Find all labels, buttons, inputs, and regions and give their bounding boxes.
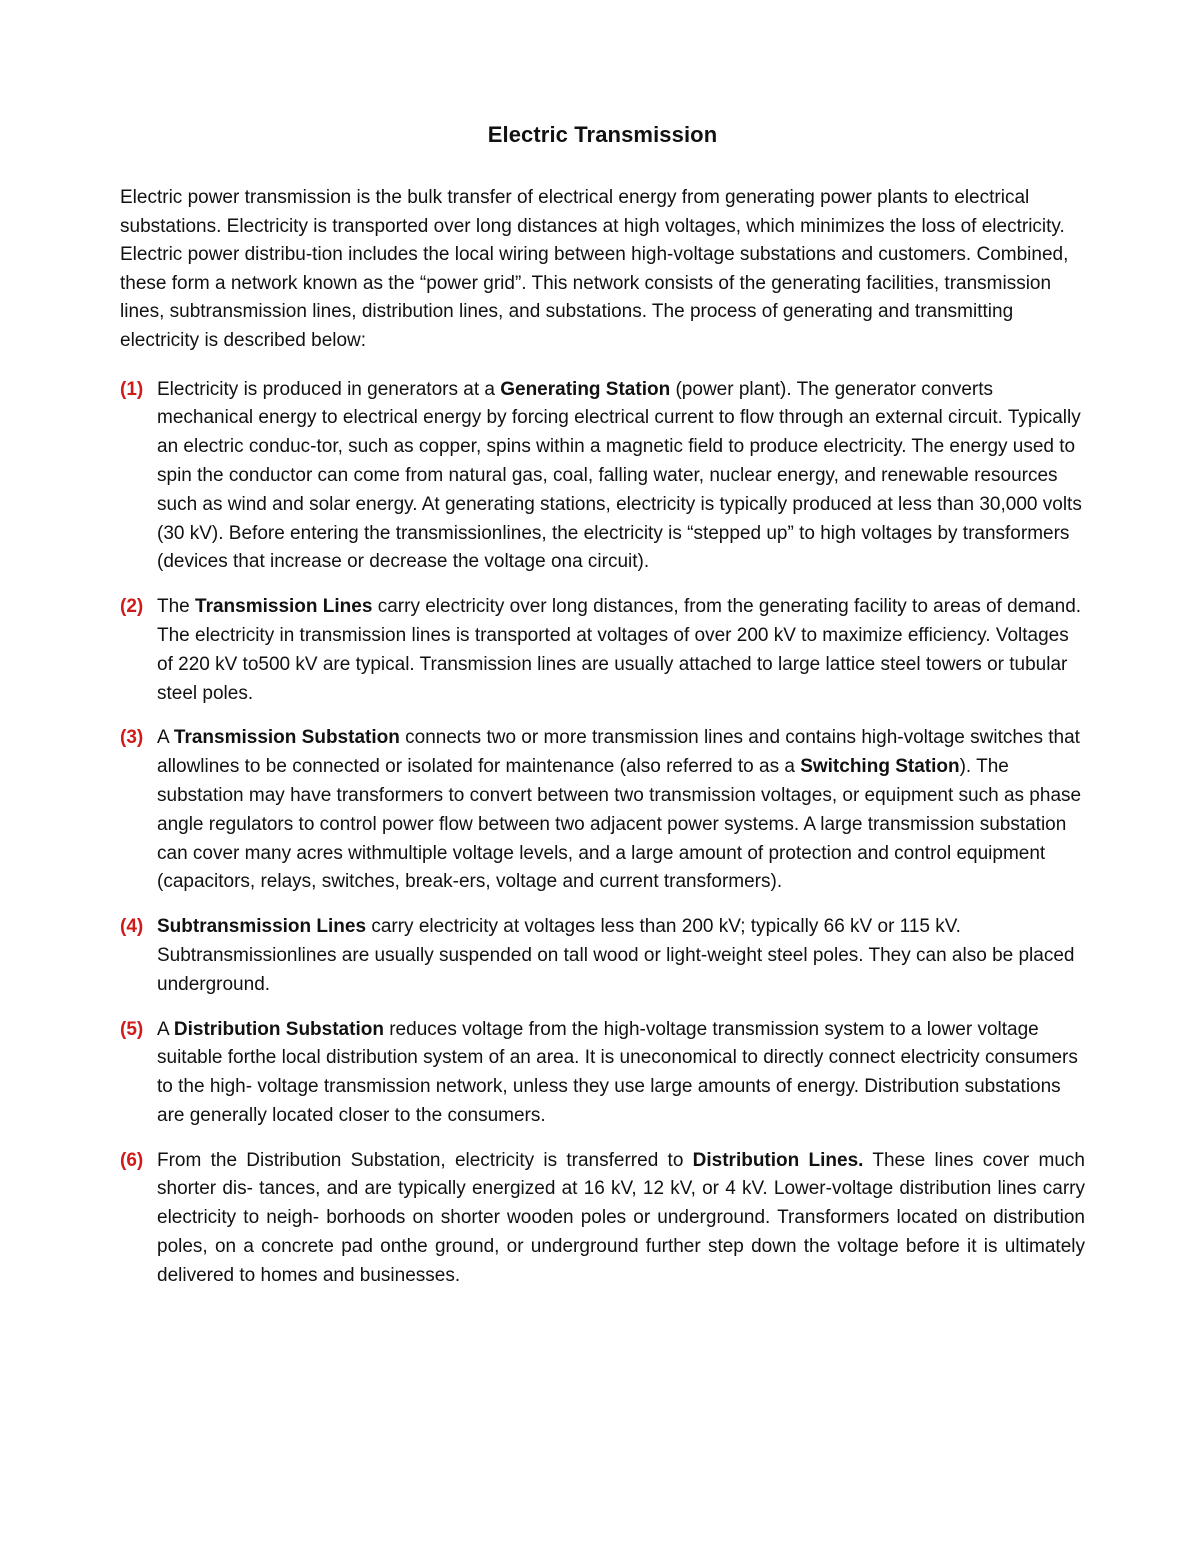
item-number: (6) bbox=[120, 1149, 144, 1171]
item-number: (1) bbox=[120, 378, 144, 400]
item-text-pre: From the Distribution Substation, electricity is transferred to bbox=[157, 1149, 693, 1171]
item-text bbox=[157, 724, 1085, 897]
item-text-post: reduces voltage from the high-voltage transmission system to a lower voltage suitable forthe local distribution system of an area. It is uneconomical to directly connect electricity consumers to the high- voltage transmission network, unless they use large amounts of energy. Distribution substations are generally located closer to the consumers. bbox=[157, 1018, 1078, 1126]
item-text-pre: A bbox=[157, 1018, 174, 1040]
list-item bbox=[120, 1147, 1085, 1291]
item-number: (3) bbox=[120, 727, 144, 749]
item-text bbox=[157, 913, 1085, 999]
item-text bbox=[157, 376, 1085, 578]
item-term: Distribution Substation bbox=[173, 1018, 384, 1040]
item-text-post: These lines cover much shorter dis- tances, and are typically energized at 16 kV, 12 kV, or 4 kV. Lower-voltage distribution lines carry electricity to neigh- borhoods on shorter wooden poles or underground. Transformers located on distribution poles, on a concrete pad onthe ground, or underground further step down the voltage before it is ultimately delivered to homes and businesses. bbox=[157, 1149, 1085, 1286]
item-text-post: carry electricity over long distances, from the generating facility to areas of demand. The electricity in transmission lines is transported at voltages of over 200 kV to maximize efficiency. Voltages of 220 kV to500 kV are typical. Transmission lines are usually attached to large lattice steel towers or tubular steel poles. bbox=[157, 596, 1082, 704]
item-term: Transmission Lines bbox=[195, 596, 373, 618]
item-term-secondary: Switching Station bbox=[800, 756, 960, 778]
item-number: (2) bbox=[120, 596, 144, 618]
item-number: (4) bbox=[120, 916, 144, 938]
item-text-post: (power plant). The generator converts mechanical energy to electrical energy by forcing electrical current to flow through an external circuit. Typically an electric conduc-tor, such as copper, spins within a magnetic field to produce electricity. The energy used to spin the conductor can come from natural gas, coal, falling water, nuclear energy, and renewable resources such as wind and solar energy. At generating stations, electricity is typically produced at less than 30,000 volts (30 kV). Before entering the transmissionlines, the electricity is “stepped up” to high voltages by transformers (devices that increase or decrease the voltage ona circuit). bbox=[157, 378, 1082, 573]
document-page bbox=[120, 120, 1085, 1307]
item-text-pre: A bbox=[157, 727, 174, 749]
item-text-pre: The bbox=[157, 596, 196, 618]
item-text-pre: Electricity is produced in generators at a bbox=[157, 378, 501, 400]
item-number: (5) bbox=[120, 1018, 144, 1040]
item-text-post: carry electricity at voltages less than 200 kV; typically 66 kV or 115 kV. Subtransmissionlines are usually suspended on tall wood or light-weight steel poles. They can also be placed underground. bbox=[157, 916, 1075, 995]
item-text-post-secondary: ). The substation may have transformers to convert between two transmission voltages, or equipment such as phase angle regulators to control power flow between two adjacent power systems. A large transmission substation can cover many acres withmultiple voltage levels, and a large amount of protection and control equipment (capacitors, relays, switches, break-ers, voltage and current transformers). bbox=[157, 756, 1082, 893]
intro-paragraph: Electric power transmission is the bulk transfer of electrical energy from generating power plants to electrical substations. Electricity is transported over long distances at high voltages, which minimizes the loss of electricity. Electric power distribu-tion includes the local wiring between high-voltage substations and customers. Combined, these form a network known as the “power grid”. This network consists of the generating facilities, transmission lines, subtransmission lines, distribution lines, and substations. The process of generating and transmitting electricity is described below: bbox=[120, 187, 1069, 351]
item-term: Subtransmission Lines bbox=[157, 916, 367, 938]
list-item bbox=[120, 724, 1085, 897]
list-item bbox=[120, 593, 1085, 708]
document-title: Electric Transmission bbox=[487, 122, 718, 147]
item-text-post: connects two or more transmission lines and contains high-voltage switches that allowlines to be connected or isolated for maintenance (also referred to as a bbox=[157, 727, 1080, 778]
item-text bbox=[157, 593, 1085, 708]
item-term: Distribution Lines. bbox=[692, 1149, 864, 1171]
item-term: Generating Station bbox=[500, 378, 671, 400]
list-item bbox=[120, 1016, 1085, 1131]
list-item bbox=[120, 913, 1085, 999]
list-item bbox=[120, 376, 1085, 578]
item-text bbox=[157, 1147, 1085, 1291]
item-text bbox=[157, 1016, 1085, 1131]
item-term: Transmission Substation bbox=[173, 727, 400, 749]
